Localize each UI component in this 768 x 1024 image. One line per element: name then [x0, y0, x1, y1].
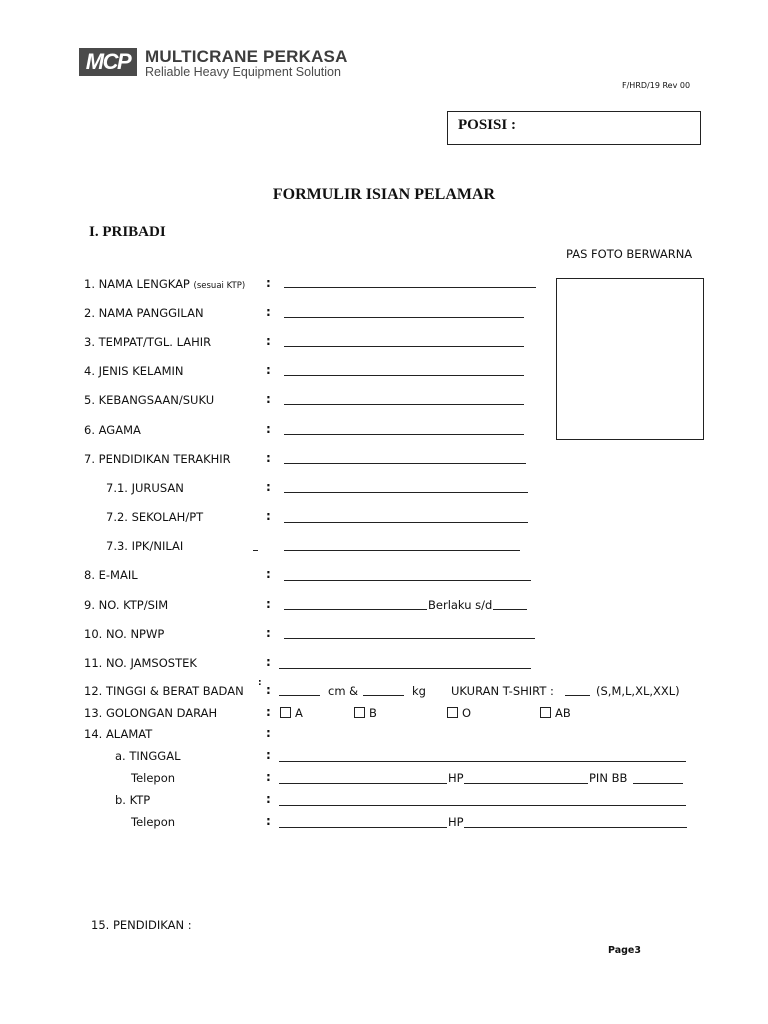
input-line-jurusan[interactable] — [284, 492, 528, 493]
photo-label: PAS FOTO BERWARNA — [566, 247, 693, 261]
field-label-alamat: 14. ALAMAT — [84, 727, 153, 741]
section-pendidikan-heading: 15. PENDIDIKAN : — [91, 918, 192, 932]
colon: : — [266, 655, 271, 669]
hp-label: HP — [448, 815, 464, 829]
field-label-golongan-darah: 13. GOLONGAN DARAH — [84, 706, 218, 720]
page-number: Page3 — [608, 945, 641, 956]
input-line-hp-ktp[interactable] — [464, 827, 687, 828]
hp-label: HP — [448, 771, 464, 785]
input-line-telepon-tinggal[interactable] — [279, 783, 447, 784]
field-label-ttl: 3. TEMPAT/TGL. LAHIR — [84, 335, 212, 349]
input-line-email[interactable] — [284, 580, 531, 581]
field-label-tinggal: a. TINGGAL — [115, 749, 181, 763]
field-label-sekolah: 7.2. SEKOLAH/PT — [106, 510, 204, 524]
field-label-jurusan: 7.1. JURUSAN — [106, 481, 184, 495]
stray-mark — [253, 550, 258, 551]
field-label-pendidikan: 7. PENDIDIKAN TERAKHIR — [84, 452, 231, 466]
input-line-npwp[interactable] — [284, 638, 535, 639]
input-line-ktp-berlaku[interactable] — [493, 609, 527, 610]
input-line-jenis-kelamin[interactable] — [284, 375, 524, 376]
blood-option-b[interactable]: B — [354, 706, 377, 720]
colon: : — [266, 748, 271, 762]
input-line-alamat-tinggal[interactable] — [279, 761, 686, 762]
kg-label: kg — [412, 684, 426, 698]
input-line-agama[interactable] — [284, 434, 524, 435]
colon: : — [266, 792, 271, 806]
field-label-jamsostek: 11. NO. JAMSOSTEK — [84, 656, 197, 670]
field-label-ktp: 9. NO. KTP/SIM — [84, 598, 169, 612]
form-title: FORMULIR ISIAN PELAMAR — [272, 186, 496, 203]
checkbox[interactable] — [354, 707, 365, 718]
field-label-tinggi-berat: 12. TINGGI & BERAT BADAN — [84, 684, 244, 698]
input-line-sekolah[interactable] — [284, 522, 528, 523]
photo-box — [556, 278, 704, 440]
field-label-npwp: 10. NO. NPWP — [84, 627, 165, 641]
posisi-box[interactable] — [447, 111, 701, 145]
colon: : — [266, 597, 271, 611]
ktp-berlaku-label: Berlaku s/d — [428, 598, 493, 612]
input-line-hp-tinggal[interactable] — [464, 783, 588, 784]
company-logo-mark: MCP — [79, 48, 137, 76]
pin-bb-label: PIN BB — [589, 771, 628, 785]
input-line-nama-panggilan[interactable] — [284, 317, 524, 318]
field-label-nama-lengkap: 1. NAMA LENGKAP (sesuai KTP) — [84, 277, 246, 291]
input-line-ukuran[interactable] — [565, 695, 590, 696]
field-label-agama: 6. AGAMA — [84, 423, 141, 437]
ukuran-options: (S,M,L,XL,XXL) — [596, 684, 680, 698]
field-label-kebangsaan: 5. KEBANGSAAN/SUKU — [84, 393, 215, 407]
input-line-pin-bb[interactable] — [633, 783, 683, 784]
blood-option-o[interactable]: O — [447, 706, 471, 720]
input-line-jamsostek[interactable] — [279, 668, 531, 669]
section-pribadi-heading: I. PRIBADI — [89, 224, 166, 240]
colon: : — [266, 814, 271, 828]
colon: : — [266, 567, 271, 581]
field-label-telepon-ktp: Telepon — [131, 815, 176, 829]
input-line-pendidikan[interactable] — [284, 463, 526, 464]
colon-dots: : — [258, 678, 262, 688]
colon: : — [266, 480, 271, 494]
input-line-berat[interactable] — [363, 695, 404, 696]
blood-option-ab[interactable]: AB — [540, 706, 571, 720]
colon: : — [266, 334, 271, 348]
colon: : — [266, 626, 271, 640]
field-label-jenis-kelamin: 4. JENIS KELAMIN — [84, 364, 184, 378]
input-line-kebangsaan[interactable] — [284, 404, 524, 405]
colon: : — [266, 392, 271, 406]
cm-and-label: cm & — [328, 684, 359, 698]
company-name: MULTICRANE PERKASA — [145, 47, 348, 66]
blood-option-a[interactable]: A — [280, 706, 303, 720]
field-label-nama-panggilan: 2. NAMA PANGGILAN — [84, 306, 204, 320]
colon: : — [266, 770, 271, 784]
colon: : — [266, 509, 271, 523]
ktp-note: (sesuai KTP) — [193, 281, 246, 291]
field-label-ipk: 7.3. IPK/NILAI — [106, 539, 184, 553]
colon: : — [266, 683, 271, 697]
checkbox[interactable] — [280, 707, 291, 718]
ukuran-tshirt-label: UKURAN T-SHIRT : — [451, 684, 554, 698]
input-line-tinggi[interactable] — [279, 695, 320, 696]
company-tagline: Reliable Heavy Equipment Solution — [145, 65, 341, 79]
colon: : — [266, 451, 271, 465]
input-line-alamat-ktp[interactable] — [279, 805, 686, 806]
checkbox[interactable] — [447, 707, 458, 718]
field-label-ktp-alamat: b. KTP — [115, 793, 151, 807]
colon: : — [266, 705, 271, 719]
input-line-ktp[interactable] — [284, 609, 427, 610]
colon: : — [266, 422, 271, 436]
colon: : — [266, 305, 271, 319]
colon: : — [266, 276, 271, 290]
posisi-label: POSISI : — [458, 117, 516, 133]
field-label-email: 8. E-MAIL — [84, 568, 138, 582]
colon: : — [266, 726, 271, 740]
input-line-ipk[interactable] — [284, 550, 520, 551]
input-line-ttl[interactable] — [284, 346, 524, 347]
field-label-telepon-tinggal: Telepon — [131, 771, 176, 785]
checkbox[interactable] — [540, 707, 551, 718]
input-line-telepon-ktp[interactable] — [279, 827, 447, 828]
input-line-nama-lengkap[interactable] — [284, 287, 536, 288]
colon: : — [266, 363, 271, 377]
document-reference: F/HRD/19 Rev 00 — [622, 81, 691, 90]
